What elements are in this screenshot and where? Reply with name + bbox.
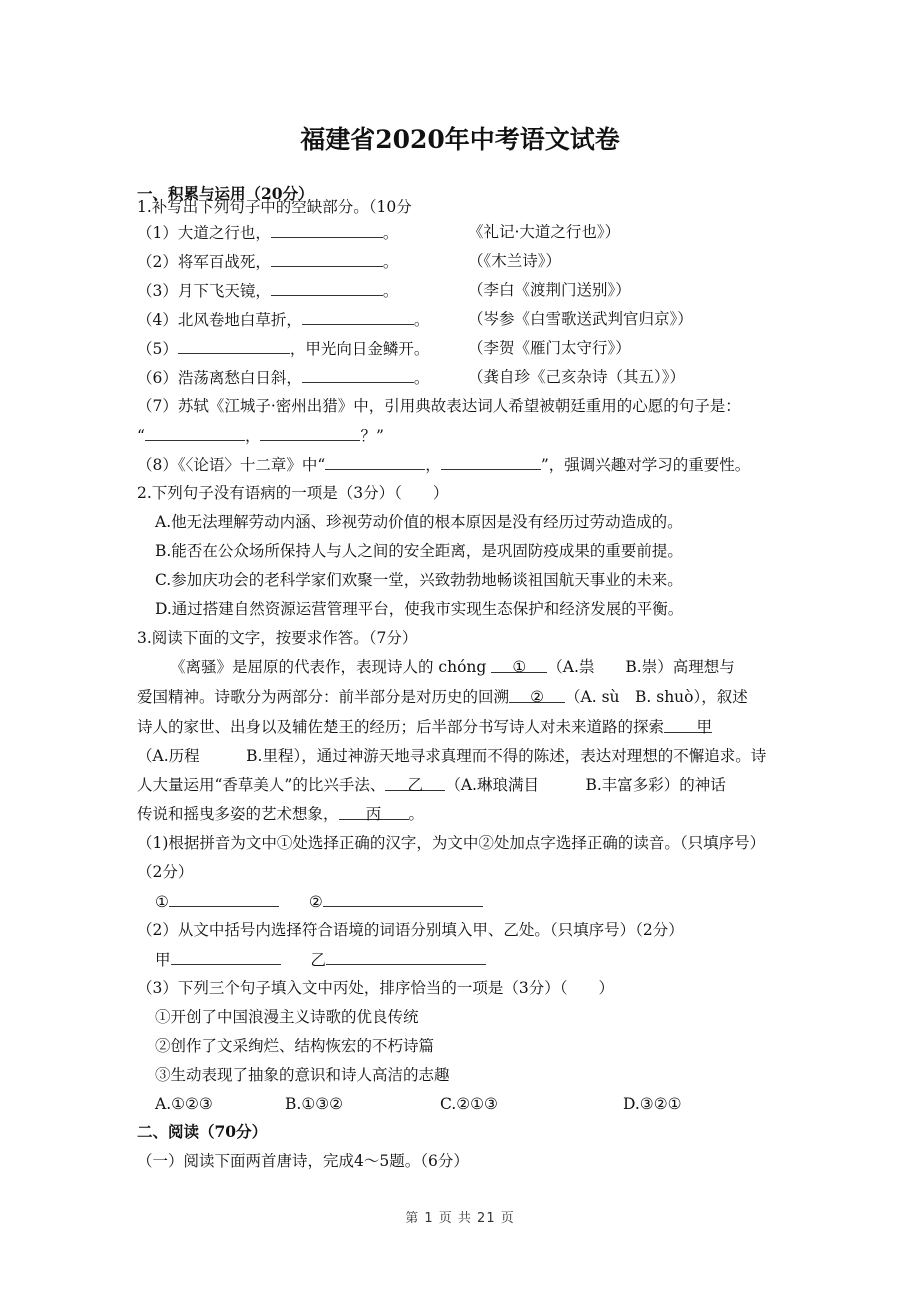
q1-item-5 <box>137 337 429 360</box>
item-text: 。 <box>413 369 430 387</box>
blank-yi[interactable]: 乙 <box>385 774 445 791</box>
answer-blank[interactable] <box>271 250 383 267</box>
item-text: ”，强调兴趣对学习的重要性。 <box>540 456 751 474</box>
q3-stem: 3.阅读下面的文字，按要求作答。（7分） <box>137 629 418 647</box>
item-number: （4） <box>137 311 178 329</box>
item-text: 。 <box>382 282 399 300</box>
answer-blank[interactable] <box>326 948 486 965</box>
q3-option-b[interactable]: B.①③② <box>285 1095 344 1113</box>
quote-mark: “ <box>137 427 145 445</box>
q1-item-5-source: （李贺《雁门太守行》） <box>468 339 631 357</box>
answer-blank[interactable] <box>302 308 414 325</box>
q1-item-8 <box>137 453 750 476</box>
item-text: （8）《〈论语〉十二章》中“ <box>137 456 326 474</box>
answer-label: ① <box>155 893 169 911</box>
q2-option-c[interactable]: C.参加庆功会的老科学家们欢聚一堂，兴致勃勃地畅谈祖国航天事业的未来。 <box>155 571 683 589</box>
answer-label: 甲 <box>155 951 171 969</box>
q1-item-4 <box>137 308 429 331</box>
passage-text: 《离骚》是屈原的代表作，表现诗人的 chóng <box>170 658 492 676</box>
item-text: 。 <box>382 253 399 271</box>
item-number: （1） <box>137 224 178 242</box>
item-number: （6） <box>137 369 178 387</box>
passage-line-5 <box>137 774 726 796</box>
passage-line-2 <box>137 686 748 708</box>
q1-stem <box>137 196 412 218</box>
answer-blank[interactable] <box>441 453 541 470</box>
passage-line-6 <box>137 803 424 825</box>
item-text: 。 <box>413 311 430 329</box>
q3-option-a[interactable]: A.①②③ <box>155 1095 213 1113</box>
answer-blank[interactable] <box>260 424 360 441</box>
q1-item-3 <box>137 279 398 302</box>
q1-item-3-source: （李白《渡荆门送别》） <box>468 281 631 299</box>
passage-line-4: （A.历程 B.里程），通过神游天地寻求真理而不得的陈述，表达对理想的不懈追求。诗 <box>137 747 767 765</box>
q1-item-4-source: （岑参《白雪歌送武判官归京》） <box>468 310 693 328</box>
answer-blank[interactable] <box>178 337 290 354</box>
q1-stem-text: 1.补写出下列句子中的空缺部分。（10分 <box>137 198 412 216</box>
q1-item-1 <box>137 221 398 244</box>
page-title: 福建省2020年中考语文试卷 <box>300 125 620 154</box>
passage-line-1 <box>170 656 735 678</box>
passage-text: 诗人的家世、出身以及辅佐楚王的经历；后半部分书写诗人对未来道路的探索 <box>137 718 665 736</box>
item-number: （3） <box>137 282 178 300</box>
comma: ， <box>425 456 441 474</box>
answer-blank[interactable] <box>323 890 483 907</box>
item-text: 。 <box>382 224 399 242</box>
q3-option-d[interactable]: D.③②① <box>623 1095 682 1113</box>
answer-blank[interactable] <box>302 366 414 383</box>
blank-jia[interactable]: 甲 <box>664 716 712 733</box>
q3-sub1-answers <box>155 890 483 913</box>
quote-close: ？” <box>360 427 384 445</box>
passage-text: （A.祟 B.崇）高理想与 <box>547 658 735 676</box>
q2-stem: 2.下列句子没有语病的一项是（3分）（ ） <box>137 484 449 502</box>
answer-blank[interactable] <box>171 948 281 965</box>
passage-text: （A. sù B. shuò），叙述 <box>565 688 748 706</box>
blank-2[interactable]: ② <box>509 686 565 703</box>
item-text: 浩荡离愁白日斜， <box>177 369 302 387</box>
item-text: 北风卷地白草折， <box>177 311 302 329</box>
blank-1[interactable]: ① <box>491 656 547 673</box>
answer-blank[interactable] <box>271 279 383 296</box>
q3-sentence-3: ③生动表现了抽象的意识和诗人高洁的志趣 <box>155 1066 450 1084</box>
q3-option-c[interactable]: C.②①③ <box>440 1095 498 1113</box>
q3-sub2-answers <box>155 948 486 971</box>
answer-blank[interactable] <box>271 221 383 238</box>
item-text: 月下飞天镜， <box>177 282 271 300</box>
q3-sub1-text: （1)根据拼音为文中①处选择正确的汉字，为文中②处加点字选择正确的读音。（只填序号） <box>137 834 766 852</box>
q2-option-a[interactable]: A.他无法理解劳动内涵、珍视劳动价值的根本原因是没有经历过劳动造成的。 <box>155 513 683 531</box>
passage-line-3 <box>137 716 712 738</box>
passage-text: （A.琳琅满目 B.丰富多彩）的神话 <box>445 776 726 794</box>
passage-text: 人大量运用“香草美人”的比兴手法、 <box>137 776 386 794</box>
q1-item-6 <box>137 366 429 389</box>
item-number: （2） <box>137 253 178 271</box>
q2-option-b[interactable]: B.能否在公众场所保持人与人之间的安全距离，是巩固防疫成果的重要前提。 <box>155 542 683 560</box>
q1-item-7-answer <box>137 424 384 447</box>
answer-blank[interactable] <box>145 424 245 441</box>
comma: ， <box>244 427 261 445</box>
passage-text: 。 <box>408 805 425 823</box>
q1-item-7: （7）苏轼《江城子·密州出猎》中，引用典故表达词人希望被朝廷重用的心愿的句子是： <box>137 397 741 415</box>
q1-item-6-source: （龚自珍《己亥杂诗（其五）》） <box>468 368 686 386</box>
q3-sentence-1: ①开创了中国浪漫主义诗歌的优良传统 <box>155 1008 419 1026</box>
q1-item-1-source: 《礼记·大道之行也》） <box>468 223 621 241</box>
answer-label: ② <box>308 893 323 911</box>
item-text: 将军百战死， <box>177 253 271 271</box>
q3-sentence-2: ②创作了文采绚烂、结构恢宏的不朽诗篇 <box>155 1037 435 1055</box>
item-number: （5） <box>137 340 178 358</box>
page-footer: 第 1 页 共 21 页 <box>405 1211 515 1226</box>
section-heading-2: 二、阅读（70分） <box>137 1122 268 1141</box>
item-text: 大道之行也， <box>177 224 271 242</box>
answer-blank[interactable] <box>325 453 425 470</box>
section-heading-1: 一、积累与运用（20分） <box>137 184 314 203</box>
blank-bing[interactable]: 丙 <box>339 803 409 820</box>
section2-part1-intro: （一）阅读下面两首唐诗，完成4～5题。（6分） <box>137 1152 469 1170</box>
q1-item-2 <box>137 250 398 273</box>
item-text: ，甲光向日金鳞开。 <box>289 340 430 358</box>
passage-text: 传说和摇曳多姿的艺术想象， <box>137 805 339 823</box>
q2-option-d[interactable]: D.通过搭建自然资源运营管理平台，使我市实现生态保护和经济发展的平衡。 <box>155 600 684 618</box>
q3-sub2-text: （2）从文中括号内选择符合语境的词语分别填入甲、乙处。（只填序号）（2分） <box>137 921 684 939</box>
passage-text: 爱国精神。诗歌分为两部分：前半部分是对历史的回溯 <box>137 688 510 706</box>
answer-label: 乙 <box>310 951 327 969</box>
q1-item-2-source: （《木兰诗》） <box>468 252 562 270</box>
q3-sub1-score: （2分） <box>137 863 194 881</box>
answer-blank[interactable] <box>169 890 279 907</box>
q3-sub3-text: （3）下列三个句子填入文中丙处，排序恰当的一项是（3分）（ ） <box>137 979 614 997</box>
